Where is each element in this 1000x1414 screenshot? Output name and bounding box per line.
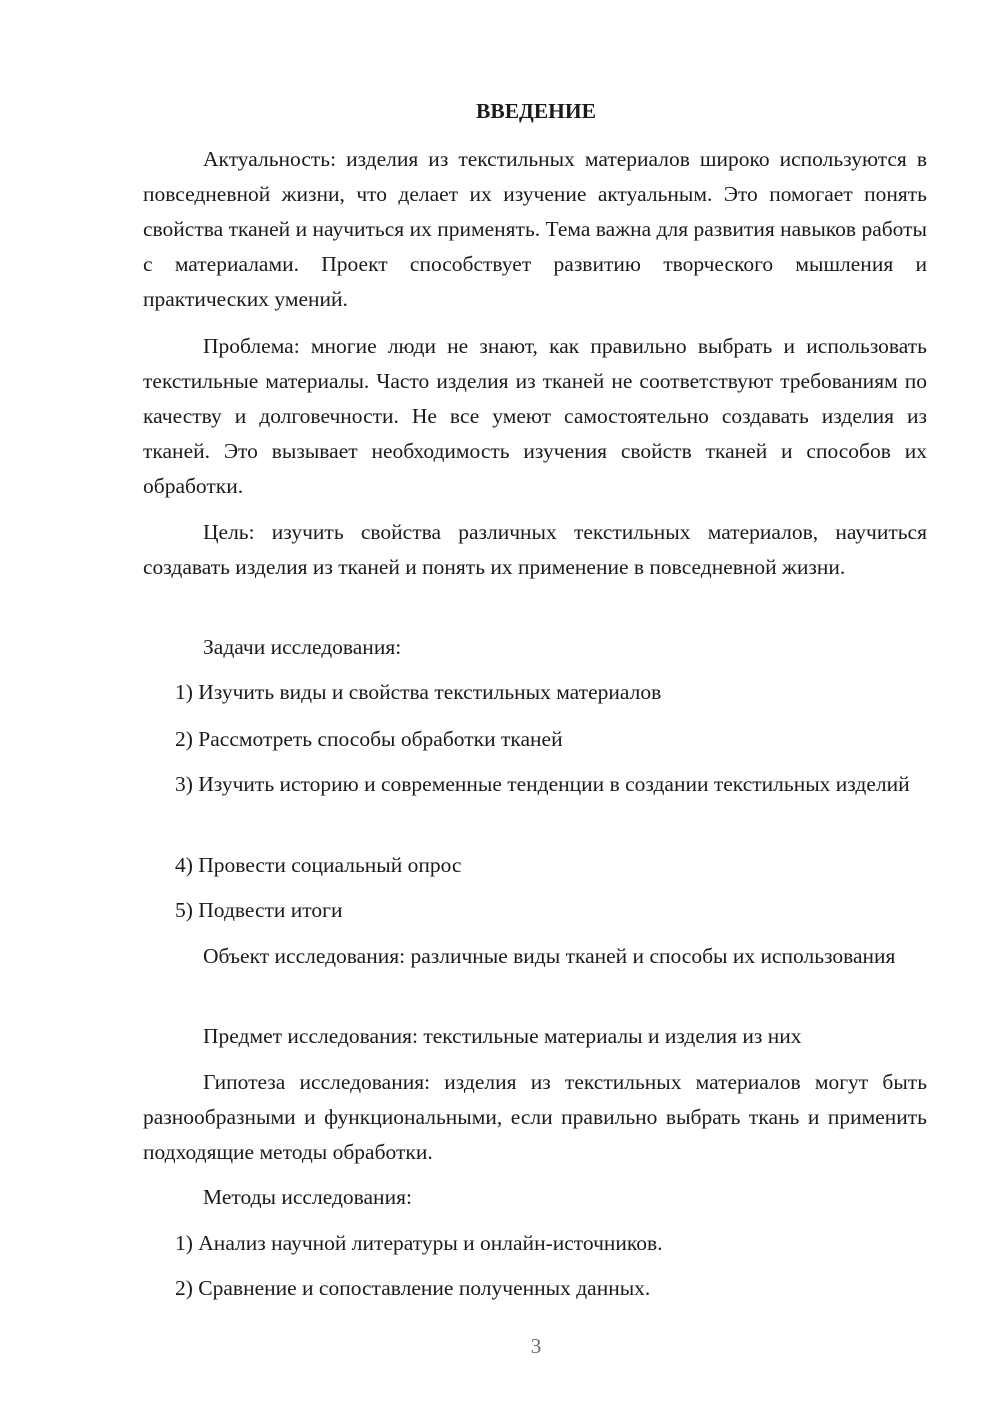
problem-paragraph-block	[143, 329, 927, 504]
problem-paragraph: Проблема: многие люди не знают, как правильно выбрать и использовать текстильные материалы. Часто изделия из тканей не соответствуют требованиям по качеству и долговечности. Не все умеют самостоятельно создавать изделия из тканей. Это вызывает необходимость изучения свойств тканей и способов их обработки.	[143, 334, 927, 498]
object-paragraph-block	[143, 939, 927, 974]
list-item: 1) Изучить виды и свойства текстильных материалов	[175, 680, 662, 704]
subject-paragraph-block	[143, 1019, 927, 1054]
relevance-paragraph-block	[143, 142, 927, 317]
list-item: 5) Подвести итоги	[175, 898, 343, 922]
method-1-block	[143, 1226, 927, 1261]
goal-paragraph: Цель: изучить свойства различных текстильных материалов, научиться создавать изделия из тканей и понять их применение в повседневной жизни.	[143, 520, 927, 579]
hypothesis-paragraph: Гипотеза исследования: изделия из текстильных материалов могут быть разнообразными и функциональными, если правильно выбрать ткань и применить подходящие методы обработки.	[143, 1070, 927, 1164]
object-paragraph: Объект исследования: различные виды тканей и способы их использования	[203, 944, 896, 968]
task-3-block	[143, 767, 927, 802]
task-2-block	[143, 722, 927, 757]
list-item: 3) Изучить историю и современные тенденции в создании текстильных изделий	[175, 772, 910, 796]
list-item: 2) Сравнение и сопоставление полученных данных.	[175, 1276, 651, 1300]
list-item: 1) Анализ научной литературы и онлайн-источников.	[175, 1231, 663, 1255]
hypothesis-paragraph-block	[143, 1065, 927, 1170]
task-1-block	[143, 675, 927, 710]
tasks-heading-block	[143, 630, 927, 665]
methods-heading-block	[143, 1180, 927, 1215]
tasks-heading: Задачи исследования:	[203, 635, 402, 659]
page-number: 3	[530, 1334, 542, 1358]
list-item: 2) Рассмотреть способы обработки тканей	[175, 727, 563, 751]
list-item: 4) Провести социальный опрос	[175, 853, 462, 877]
task-5-block	[143, 893, 927, 928]
subject-paragraph: Предмет исследования: текстильные материалы и изделия из них	[203, 1024, 802, 1048]
goal-paragraph-block	[143, 515, 927, 585]
task-4-block	[143, 848, 927, 883]
methods-heading: Методы исследования:	[203, 1185, 412, 1209]
page-title: ВВЕДЕНИЕ	[476, 99, 596, 123]
relevance-paragraph: Актуальность: изделия из текстильных материалов широко используются в повседневной жизни, что делает их изучение актуальным. Это помогает понять свойства тканей и научиться их применять. Тема важна для развития навыков работы с материалами. Проект способствует развитию творческого мышления и практических умений.	[143, 147, 927, 311]
method-2-block	[143, 1271, 927, 1306]
